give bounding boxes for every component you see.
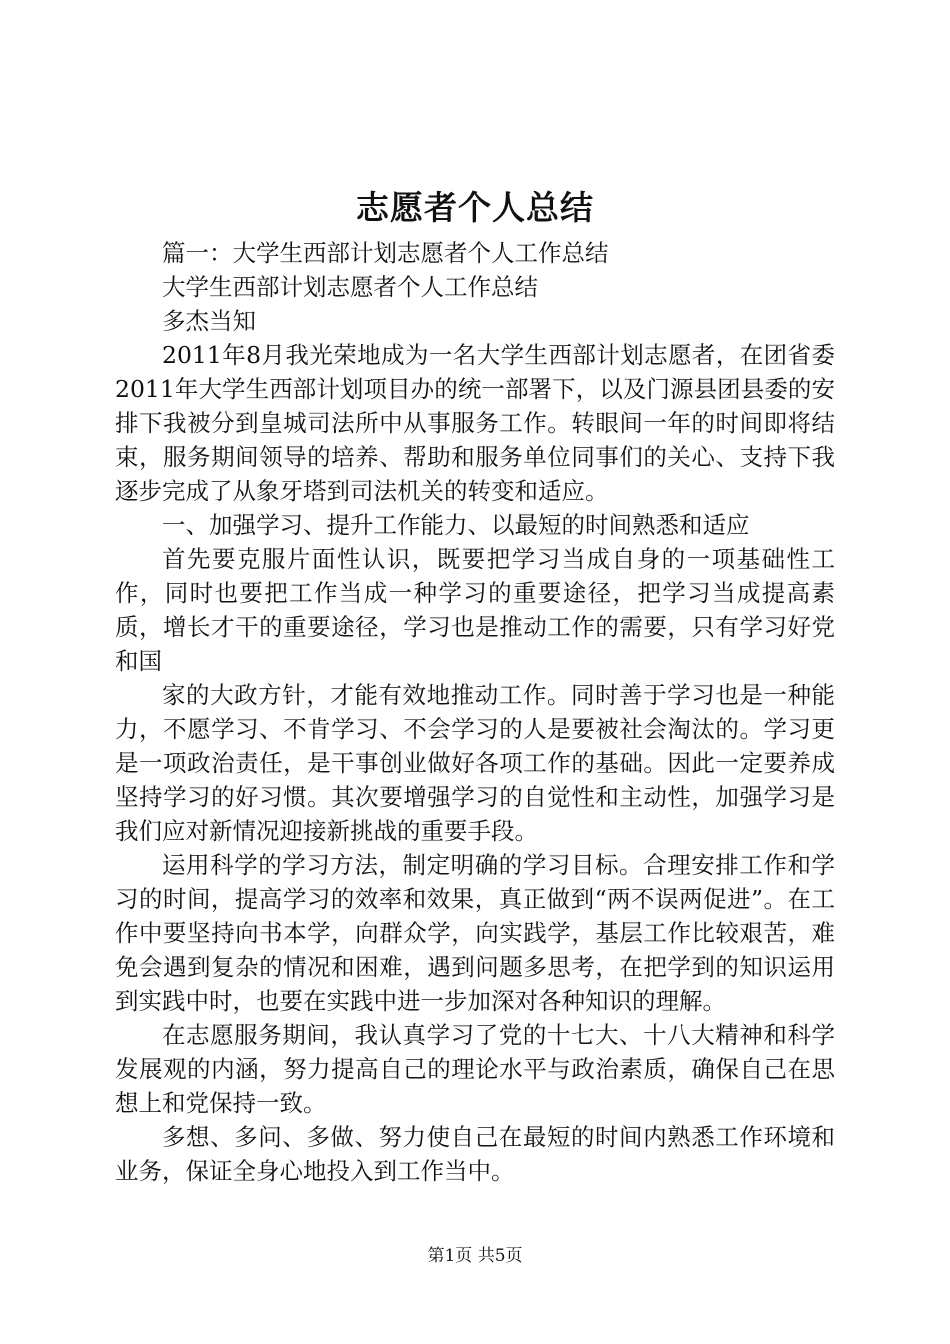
paragraph-body: 多想、多问、多做、努力使自己在最短的时间内熟悉工作环境和业务，保证全身心地投入到工作当中。 <box>115 1123 835 1185</box>
paragraph-body: 运用科学的学习方法，制定明确的学习目标。合理安排工作和学习的时间，提高学习的效率和效果，真正做到“两不误两促进”。在工作中要坚持向书本学，向群众学，向实践学，基层工作比较艰苦，难免会遇到复杂的情况和困难，遇到问题多思考，在把学到的知识运用到实践中时，也要在实践中进一步加深对各种知识的理解。 <box>115 851 835 1015</box>
document-title: 志愿者个人总结 <box>356 188 594 227</box>
paragraph-body: 首先要克服片面性认识，既要把学习当成自身的一项基础性工作，同时也要把工作当成一种学习的重要途径，把学习当成提高素质，增长才干的重要途径，学习也是推动工作的需要，只有学习好党和国 <box>115 545 835 675</box>
paragraph-heading-one: 一、加强学习、提升工作能力、以最短的时间熟悉和适应 <box>162 511 750 539</box>
page-number-footer: 第1页 共5页 <box>427 1246 523 1266</box>
paragraph-author: 多杰当知 <box>162 307 256 335</box>
document-body <box>115 236 835 1188</box>
paragraph-body: 家的大政方针，才能有效地推动工作。同时善于学习也是一种能力，不愿学习、不肯学习、不会学习的人是要被社会淘汰的。学习更是一项政治责任，是干事创业做好各项工作的基础。因此一定要养成坚持学习的好习惯。其次要增强学习的自觉性和主动性，加强学习是我们应对新情况迎接新挑战的重要手段。 <box>115 681 835 845</box>
paragraph-body: 在志愿服务期间，我认真学习了党的十七大、十八大精神和科学发展观的内涵，努力提高自己的理论水平与政治素质，确保自己在思想上和党保持一致。 <box>115 1021 835 1117</box>
paragraph-subtitle: 大学生西部计划志愿者个人工作总结 <box>162 273 538 301</box>
paragraph-section-heading: 篇一：大学生西部计划志愿者个人工作总结 <box>162 239 609 267</box>
paragraph-intro: 2011年8月我光荣地成为一名大学生西部计划志愿者，在团省委2011年大学生西部计划项目办的统一部署下，以及门源县团县委的安排下我被分到皇城司法所中从事服务工作。转眼间一年的时间即将结束，服务期间领导的培养、帮助和服务单位同事们的关心、支持下我逐步完成了从象牙塔到司法机关的转变和适应。 <box>115 341 835 505</box>
